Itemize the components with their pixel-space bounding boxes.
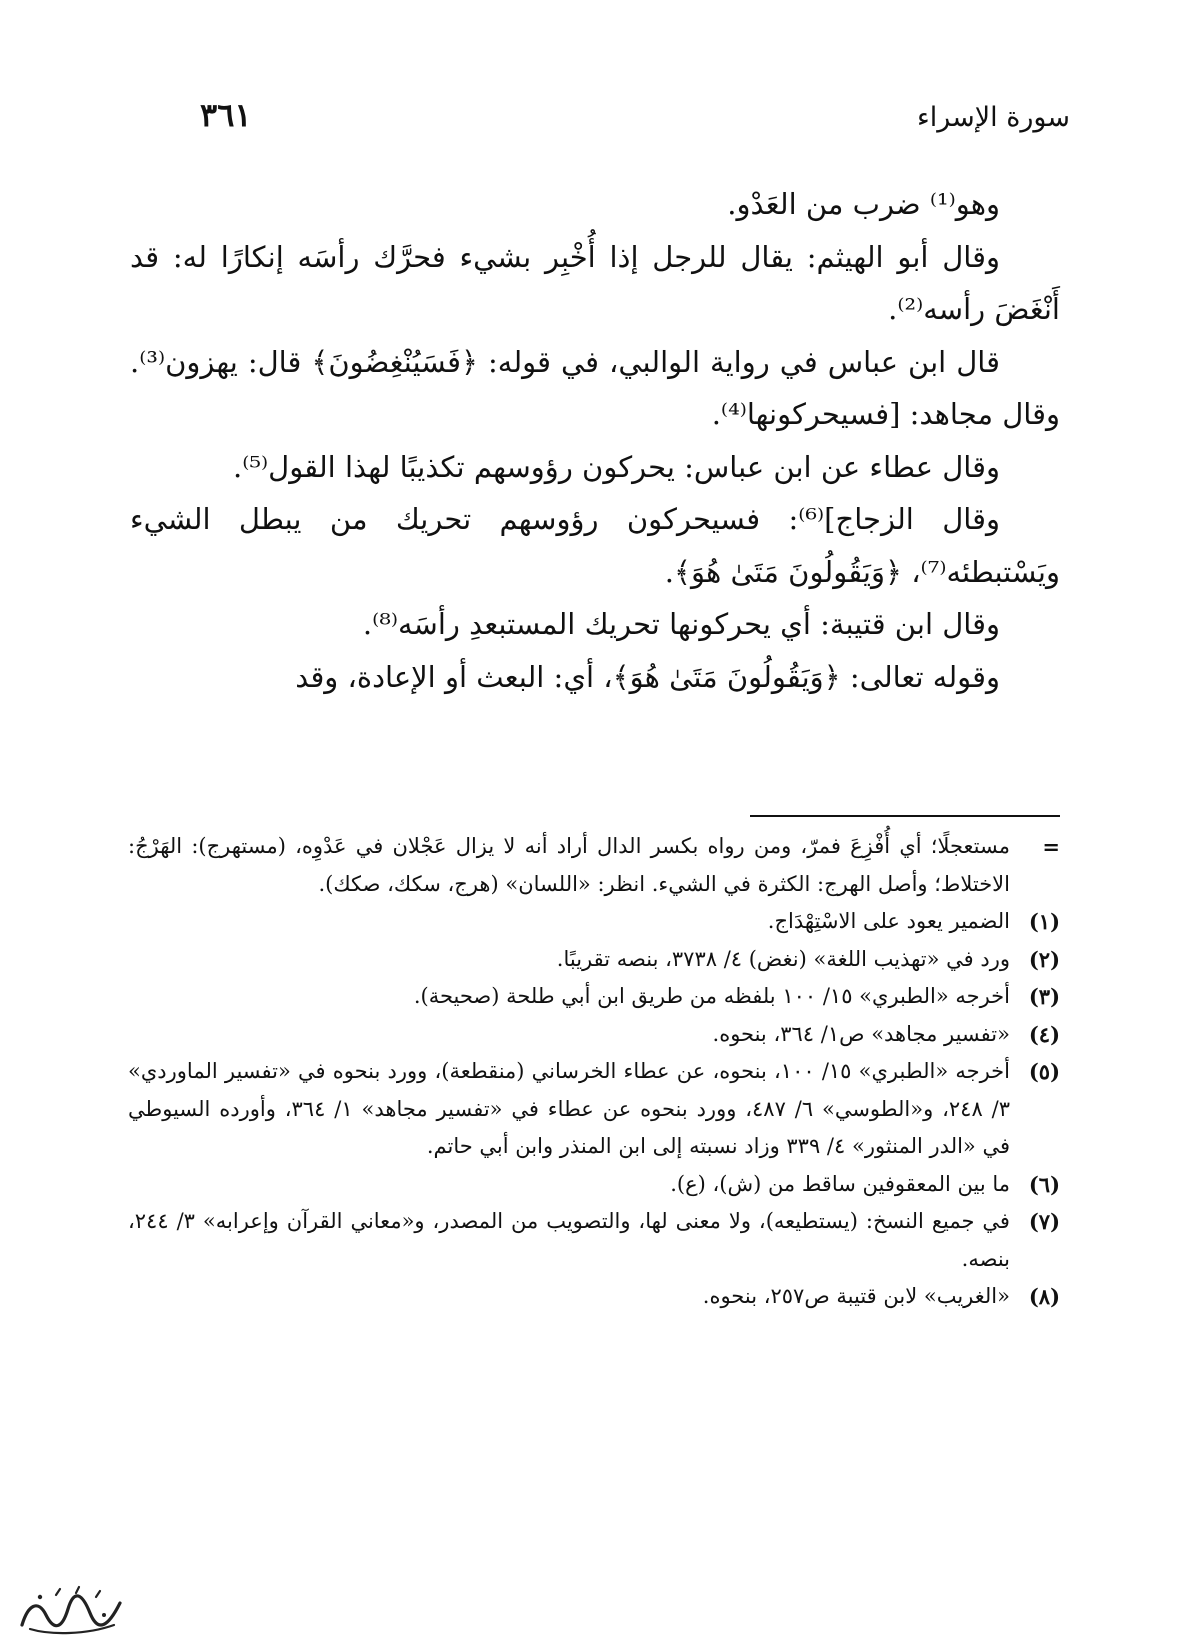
- paragraph: وقال الزجاج]⁽⁶⁾: فسيحركون رؤوسهم تحريك من يبطل الشيء ويَسْتبطئه⁽⁷⁾، ﴿وَيَقُولُونَ مَتَىٰ هُوَ﴾.: [130, 502, 1060, 589]
- footnote-text: «الغريب» لابن قتيبة ص٢٥٧، بنحوه.: [702, 1284, 1010, 1308]
- footnote-text: أخرجه «الطبري» ١٥/ ١٠٠ بلفظه من طريق ابن أبي طلحة (صحيحة).: [413, 984, 1010, 1008]
- footnotes: [128, 828, 1060, 1316]
- paragraph: وقوله تعالى: ﴿وَيَقُولُونَ مَتَىٰ هُوَ﴾، أي: البعث أو الإعادة، وقد: [295, 659, 1000, 694]
- footnote-item: [128, 1278, 1060, 1316]
- footnote-marker: (٦): [1028, 1171, 1060, 1197]
- footnote-marker: (١): [1028, 909, 1060, 934]
- footnote-text: في جميع النسخ: (يستطيعه)، ولا معنى لها، والتصويب من المصدر، و«معاني القرآن وإعرابه» ٣/ ٢٤٤، بنصه.: [128, 1209, 1010, 1271]
- footnote-marker: (٢): [1028, 946, 1060, 972]
- paragraph: وقال عطاء عن ابن عباس: يحركون رؤوسهم تكذيبًا لهذا القول⁽⁵⁾.: [233, 449, 1000, 484]
- paragraph: وهو⁽¹⁾ ضرب من العَدْو.: [727, 187, 1000, 221]
- paragraph: وقال أبو الهيثم: يقال للرجل إذا أُخْبِر بشيء فحرَّك رأسَه إنكارًا له: قد أَنْغَضَ رأسه⁽²⁾.: [130, 239, 1060, 326]
- footnote-text: «تفسير مجاهد» ص١/ ٣٦٤، بنحوه.: [712, 1021, 1010, 1046]
- footnote-item: [128, 1053, 1060, 1166]
- footnote-marker: (٨): [1028, 1284, 1060, 1309]
- main-text: [130, 178, 1060, 703]
- footnote-text: مستعجلًا؛ أي أُفْزِعَ فمرّ، ومن رواه بكسر الدال أراد أنه لا يزال عَجْلان في عَدْوِه، (مستهرج): الهَرْجُ: الاختلاط؛ وأصل الهرج: الكثرة في الشيء. انظر: «اللسان» (هرج، سكك، صكك).: [128, 834, 1010, 896]
- calligraphy-logo-icon: [16, 1585, 126, 1637]
- footnote-item: [128, 1166, 1060, 1204]
- footnote-item: [128, 1016, 1060, 1054]
- footnote-item: [128, 828, 1060, 903]
- footnote-item: [128, 978, 1060, 1016]
- surah-title: سورة الإسراء: [917, 102, 1070, 133]
- running-header: [200, 96, 1070, 146]
- footnote-item: [128, 1203, 1060, 1278]
- footnote-text: ورد في «تهذيب اللغة» (نغض) ٤/ ٣٧٣٨، بنصه تقريبًا.: [556, 946, 1010, 971]
- footnote-text: أخرجه «الطبري» ١٥/ ١٠٠، بنحوه، عن عطاء الخرساني (منقطعة)، وورد بنحوه في «تفسير الماوردي» ٣/ ٢٤٨، و«الطوسي» ٦/ ٤٨٧، وورد بنحوه عن عطاء في «تفسير مجاهد» ١/ ٣٦٤، وأورده السيوطي في «الدر المنثور» ٤/ ٣٣٩ وزاد نسبته إلى ابن المنذر وابن أبي حاتم.: [128, 1059, 1010, 1158]
- footnote-text: الضمير يعود على الاسْتِهْدَاج.: [767, 909, 1010, 933]
- footnote-marker: (٤): [1028, 1021, 1060, 1047]
- footnote-text: ما بين المعقوفين ساقط من (ش)، (ع).: [670, 1171, 1010, 1196]
- footnote-item: [128, 941, 1060, 979]
- footnote-marker: (٧): [1028, 1209, 1060, 1234]
- paragraph: وقال ابن قتيبة: أي يحركونها تحريك المستبعدِ رأسَه⁽⁸⁾.: [362, 607, 1000, 641]
- page-number: ٣٦١: [200, 96, 252, 134]
- footnote-marker: =: [1042, 834, 1060, 859]
- footnote-marker: (٣): [1028, 984, 1060, 1009]
- paragraph: قال ابن عباس في رواية الوالبي، في قوله: ﴿فَسَيُنْغِضُونَ﴾ قال: يهزون⁽³⁾. وقال مجاهد: [فسيحركونها⁽⁴⁾.: [130, 344, 1060, 431]
- footnote-marker: (٥): [1028, 1059, 1060, 1084]
- footnote-item: [128, 903, 1060, 941]
- footnote-separator: [750, 815, 1060, 817]
